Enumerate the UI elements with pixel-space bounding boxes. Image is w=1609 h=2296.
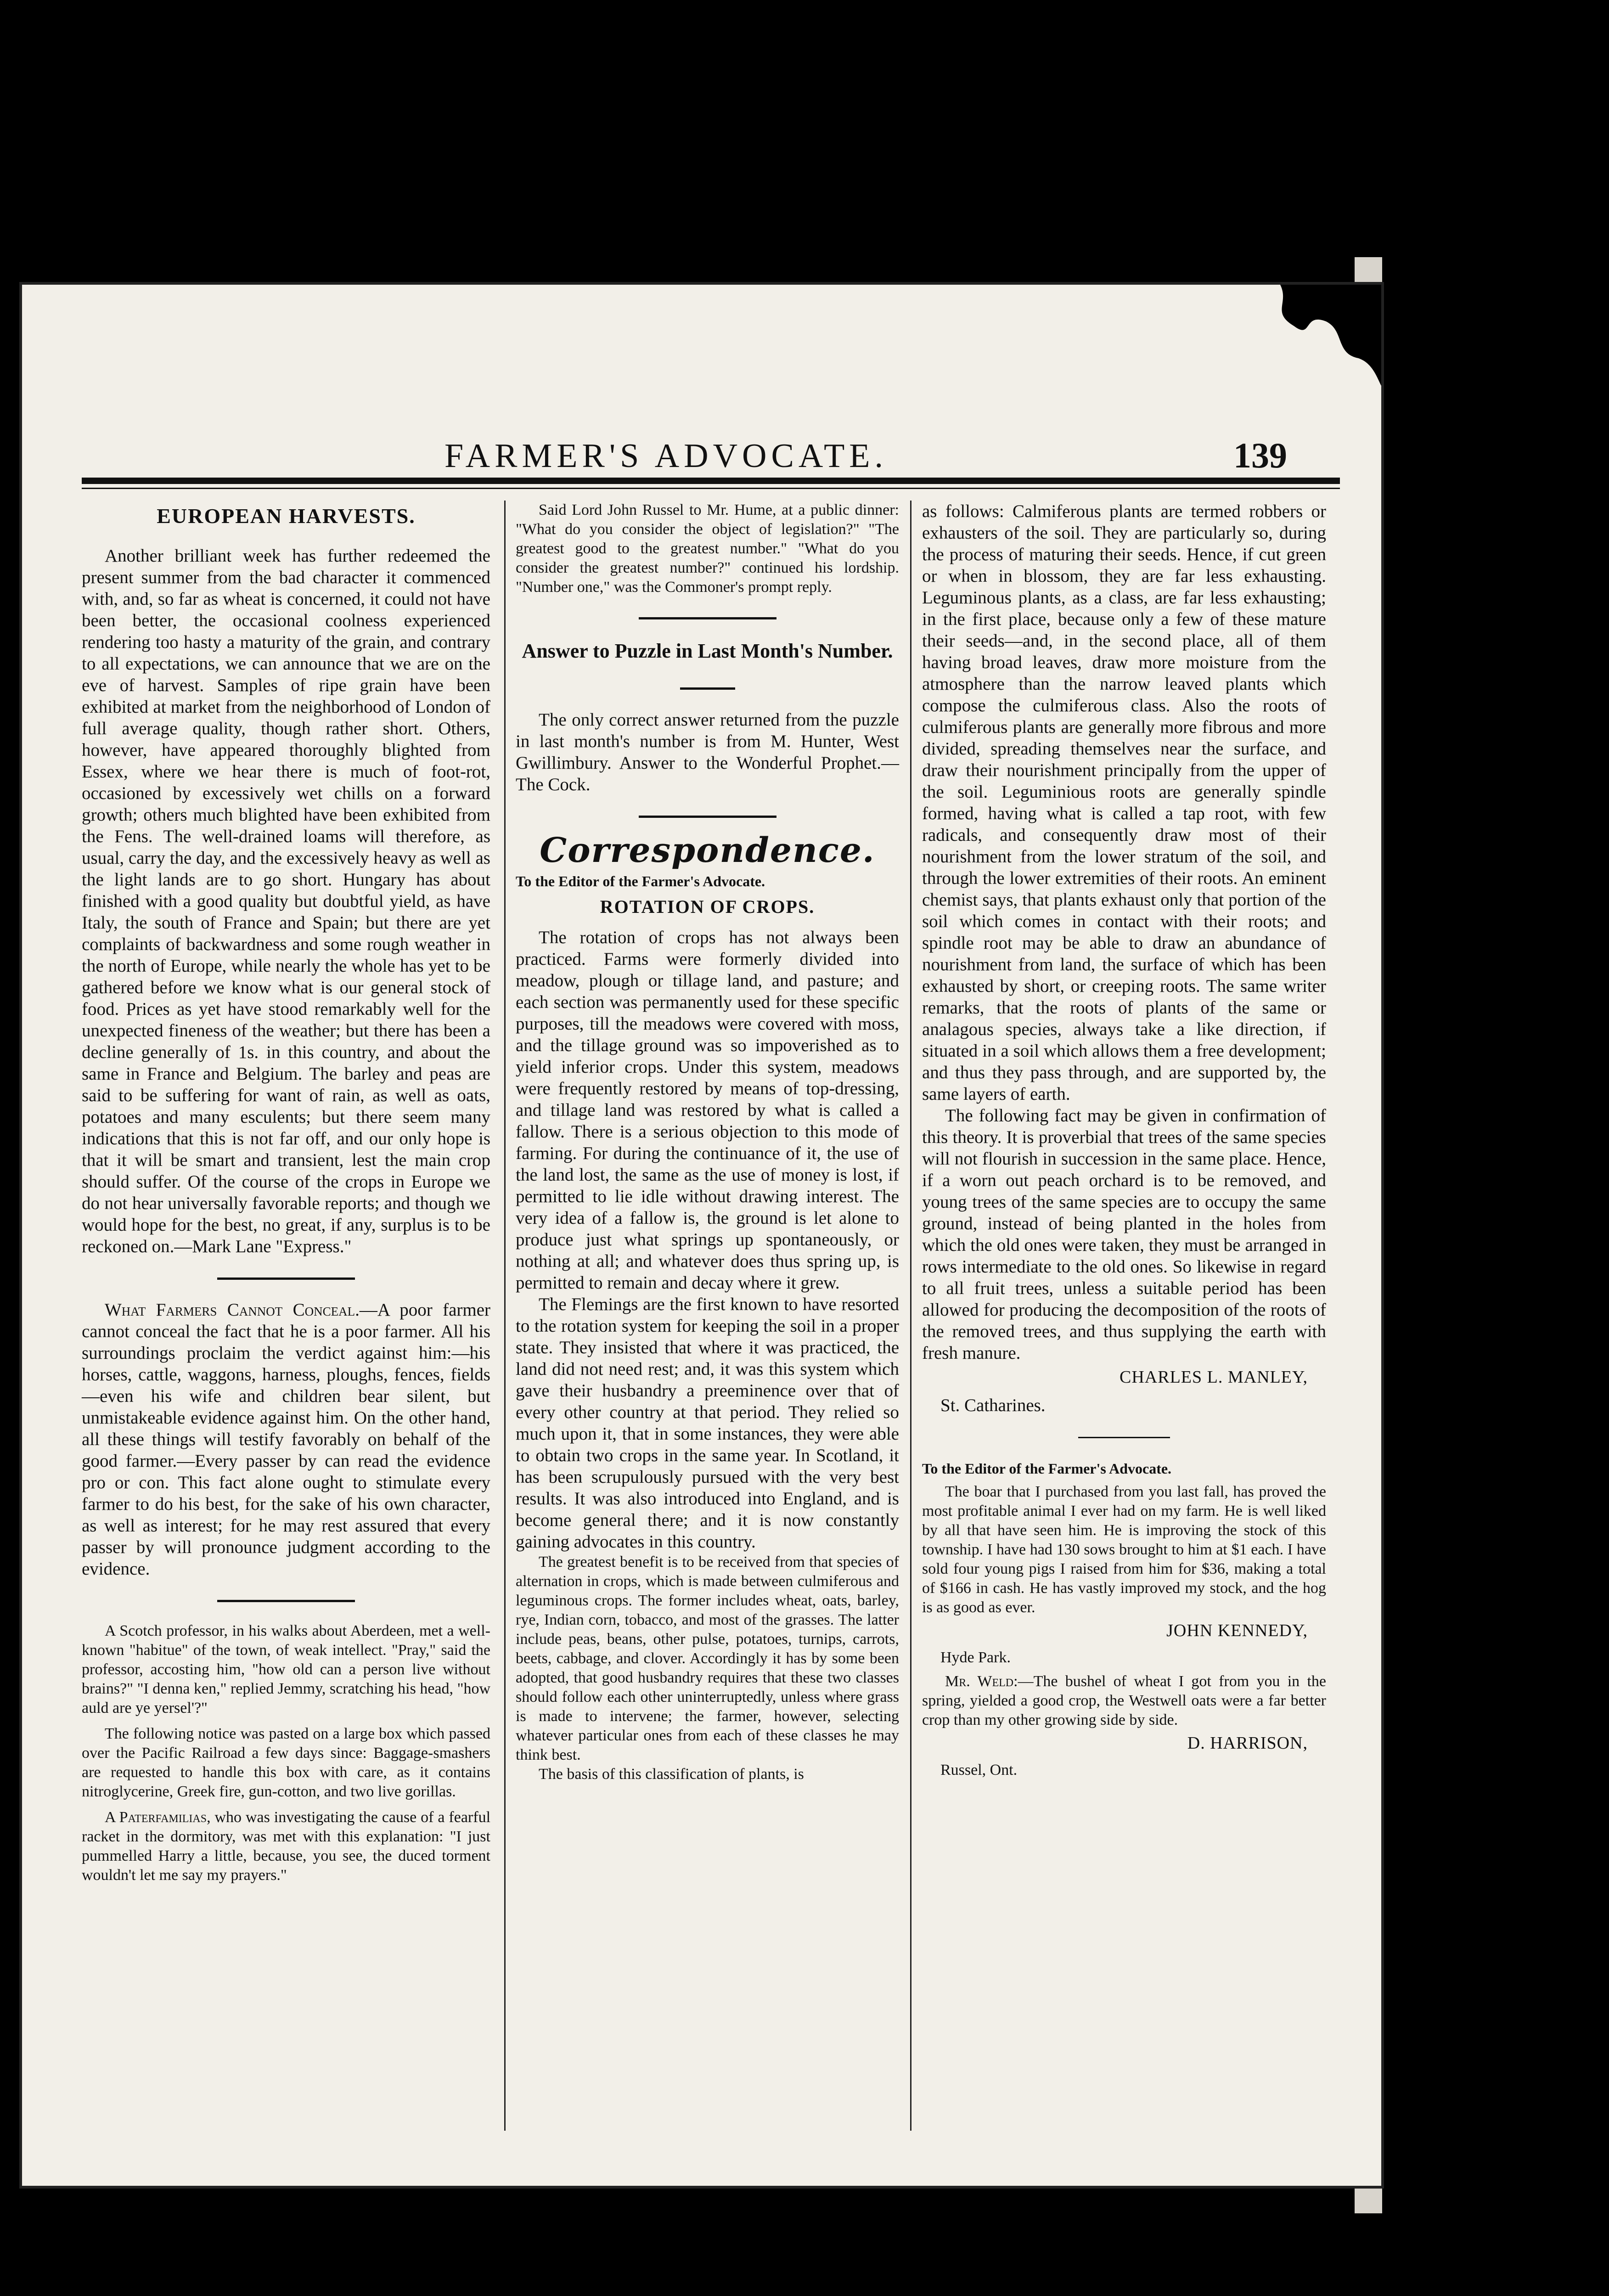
letter-paragraph	[922, 1672, 1326, 1730]
lead-in: What Farmers Cannot Conceal.	[105, 1300, 360, 1320]
ornament-divider	[516, 805, 899, 827]
signature: JOHN KENNEDY,	[1166, 1621, 1308, 1640]
letter-paragraph: The Flemings are the first known to have resorted to the rotation system for keeping the soil in a proper state. They insisted that where it was practiced, the land did not need rest; and, it was this system which gave their husbandry a preeminence over that of every other country at that period. They relied so much upon it, that in some instances, they were able to obtain two crops in the same year. In Scotland, it has been scrupulously pursued with the very best results. It was also introduced into England, and is become general there; and it is now constantly gaining advocates in this country.	[516, 1294, 899, 1552]
torn-corner	[1262, 285, 1381, 386]
place-name: Russel, Ont.	[940, 1761, 1018, 1778]
column-divider-2	[910, 501, 911, 2131]
letter-paragraph: The boar that I purchased from you last fall, has proved the most profitable animal I ever had on my farm. He is well liked by all that have seen him. He is improving the stock of this township. I have had 130 sows brought to him at $1 each. I have sold four young pigs I raised from him for $36, making a total of $166 in cash. He has vastly improved my stock, and the hog is as good as ever.	[922, 1483, 1326, 1616]
column-3	[922, 501, 1326, 1780]
masthead-rule-thick	[82, 478, 1340, 484]
article-paragraph	[82, 1299, 490, 1580]
letter-paragraph: The rotation of crops has not always been practiced. Farms were formerly divided into meadow, plough or tillage land, and pasture; and each section was permanently used for these specific purposes, till the meadows were covered with moss, and the tillage ground was so impoverished as to yield inferior crops. Under this system, meadows were frequently restored by means of top-dressing, and tillage land was restored by what is called a fallow. There is a serious objection to this mode of farming. For during the continuance of it, the use of the land lost, the same as the use of money is lost, if permitted to lie idle without drawing interest. The very idea of a fallow is, the ground is let alone to produce just what springs up spontaneously, or nothing at all; and whatever does thus spring up, is permitted to remain and decay where it grew.	[516, 928, 899, 1293]
place-name: St. Catharines.	[940, 1396, 1046, 1415]
masthead	[82, 434, 1340, 478]
article-body: Another brilliant week has further redeemed the present summer from the bad character it commenced with, and, so far as wheat is concerned, it could not have been better, the occasional coolness experienced rendering too hasty a maturity of the grain, and contrary to all expectations, we can announce that we are on the eve of harvest. Samples of ripe grain have been exhibited at market from the neighborhood of London of full average quality, though rather short. Others, however, have appeared thoroughly blighted from Essex, where we hear there is much of foot-rot, occasioned by excessively wet chills on a forward growth; others much blighted have been exhibited from the Fens. The well-drained loams will therefore, as usual, carry the day, and the excessively heavy as well as the light lands are to go short. Hungary has about finished with a good quality but doubtful yield, as have Italy, the south of France and Spain; but there are yet complaints of backwardness and some rough weather in the north of Europe, while nearly the whole has yet to be gathered before we know what is our general stock of food. Prices as yet have stood remarkably well for the unexpected fineness of the weather; but there has been a decline generally of 1s. in this country, and about the same in France and Belgium. The barley and peas are said to be suffering for want of rain, as well as oats, potatoes and many esculents; but there seem many indications that this is not far off, and our only hope is that it will be smart and transient, lest the main crop should suffer. Of the course of the crops in Europe we do not hear universally favorable reports; and though we would hope for the best, no great, if any, surplus is to be reckoned on.—Mark Lane "Express."	[82, 546, 490, 1256]
paragraph-text: who was investigating the cause of a fearful racket in the dormitory, was met with this explanation: "I just pummelled Harry a little, because, you see, the duced torment wouldn't let me say my prayers."	[82, 1809, 491, 1884]
anecdote: A Scotch professor, in his walks about Aberdeen, met a well-known "habitue" of the town, of weak intellect. "Pray," said the professor, accosting him, "how old can a person live without brains?" "I denna ken," replied Jemmy, scratching his head, "how auld are ye yersel'?"	[82, 1622, 490, 1716]
anecdote: Said Lord John Russel to Mr. Hume, at a public dinner: "What do you consider the object of legislation?" "The greatest good to the greatest number." "What do you consider the greatest number?" continued his lordship. "Number one," was the Commoner's prompt reply.	[516, 501, 899, 596]
masthead-title: FARMER'S ADVOCATE.	[444, 437, 888, 475]
masthead-rule-thin	[82, 488, 1340, 489]
article-heading: EUROPEAN HARVESTS.	[157, 504, 416, 528]
letter-paragraph: The greatest benefit is to be received from that species of alternation in crops, which is made between culmiferous and leguminous crops. The former includes wheat, oats, barley, rye, Indian corn, tobacco, and most of the grasses. The latter include peas, beans, other pulse, potatoes, turnips, carrots, beets, cabbage, and clover. Accordingly it has by some been adopted, that good husbandry requires that these two classes should follow each other uninterruptedly, unless where grass is made to intervene; the farmer, however, selecting whatever particular ones from each of these classes he may think best.	[516, 1553, 899, 1763]
puzzle-answer: The only correct answer returned from the puzzle in last month's number is from M. Hunter, West Gwillimbury. Answer to the Wonderful Prophet.—The Cock.	[516, 710, 899, 794]
column-1	[82, 501, 490, 1885]
column-divider-1	[504, 501, 506, 2131]
column-2	[516, 501, 899, 1784]
lead-in: Mr. Weld:	[945, 1673, 1018, 1690]
ornament-divider	[82, 1267, 490, 1289]
letter-heading: ROTATION OF CROPS.	[600, 896, 815, 917]
to-editor-line: To the Editor of the Farmer's Advocate.	[516, 873, 765, 889]
letter-paragraph: The basis of this classification of plants, is	[539, 1766, 804, 1783]
signature: D. HARRISON,	[1187, 1733, 1308, 1753]
anecdote	[82, 1808, 490, 1885]
ornament-divider	[922, 1426, 1326, 1448]
ornament-divider	[516, 677, 899, 699]
page-number: 139	[1233, 435, 1287, 475]
paragraph-text: —A poor farmer cannot conceal the fact that he is a poor farmer. All his surroundings proclaim the verdict against him:—his horses, cattle, waggons, harness, ploughs, fences, fields—even his wife and children bear silent, but unmistakeable evidence against him. On the other hand, all these things will testify favorably on behalf of the good farmer.—Every passer by can read the evidence pro or con. This fact alone ought to stimulate every farmer to do his best, for the sake of his own character, as well as interest; for he may rest assured that every passer by will pronounce judgment according to the evidence.	[82, 1300, 490, 1579]
place-name: Hyde Park.	[940, 1649, 1011, 1666]
paragraph-text: —The bushel of wheat I got from you in the spring, yielded a good crop, the Westwell oats were a far better crop than my other growing side by side.	[922, 1673, 1326, 1728]
ornament-divider	[82, 1590, 490, 1611]
signature: CHARLES L. MANLEY,	[1120, 1367, 1308, 1387]
lead-in: A Paterfamilias,	[105, 1809, 211, 1826]
letter-paragraph: as follows: Calmiferous plants are termed robbers or exhausters of the soil. They are particularly so, during the process of maturing their seeds. Hence, if cut green or when in blossom, they are far less exhausting. Leguminous plants, as a class, are far less exhausting; in the first place, because only a few of these mature their seeds—and, in the second place, all of them having broad leaves, draw more moisture from the atmosphere than the narrow leaved plants which compose the culmiferous class. Also the roots of culmiferous plants are generally more fibrous and more divided, spreading themselves near the surface, and draw their nourishment principally from the upper of the soil. Leguminious roots are generally spindle formed, having what is called a tap root, with few radicals, and consequently draw most of their nourishment from the lower stratum of the soil, and through the lower extremities of their roots. An eminent chemist says, that plants exhaust only that portion of the soil which comes in contact with their roots; and spindle root may be able to draw an abundance of nourishment from land, the surface of which has been exhausted by short, or creeping roots. The same writer remarks, that the roots of plants of the same or analagous species, always take a like direction, if situated in a soil which allows them a free development; and thus they pass through, and are supported by, the same layers of earth.	[922, 501, 1326, 1104]
puzzle-heading: Answer to Puzzle in Last Month's Number.	[522, 640, 893, 662]
ornament-divider	[516, 607, 899, 629]
anecdote: The following notice was pasted on a large box which passed over the Pacific Railroad a few days since: Baggage-smashers are requested to handle this box with care, as it contains nitroglycerine, Greek fire, gun-cotton, and two live gorillas.	[82, 1725, 490, 1800]
newspaper-page	[22, 285, 1381, 2186]
section-title: Correspondence.	[540, 831, 875, 870]
letter-paragraph: The following fact may be given in confirmation of this theory. It is proverbial that trees of the same species will not flourish in succession in the same place. Hence, if a worn out peach orchard is to be removed, and young trees of the same species are to occupy the same ground, instead of being planted in the holes from which the old ones were taken, they must be arranged in rows intermediate to the old ones. So likewise in regard to all fruit trees, unless a suitable period has been allowed for producing the decomposition of the roots of the removed trees, and thus supplying the earth with fresh manure.	[922, 1106, 1326, 1363]
to-editor-line: To the Editor of the Farmer's Advocate.	[922, 1460, 1172, 1477]
